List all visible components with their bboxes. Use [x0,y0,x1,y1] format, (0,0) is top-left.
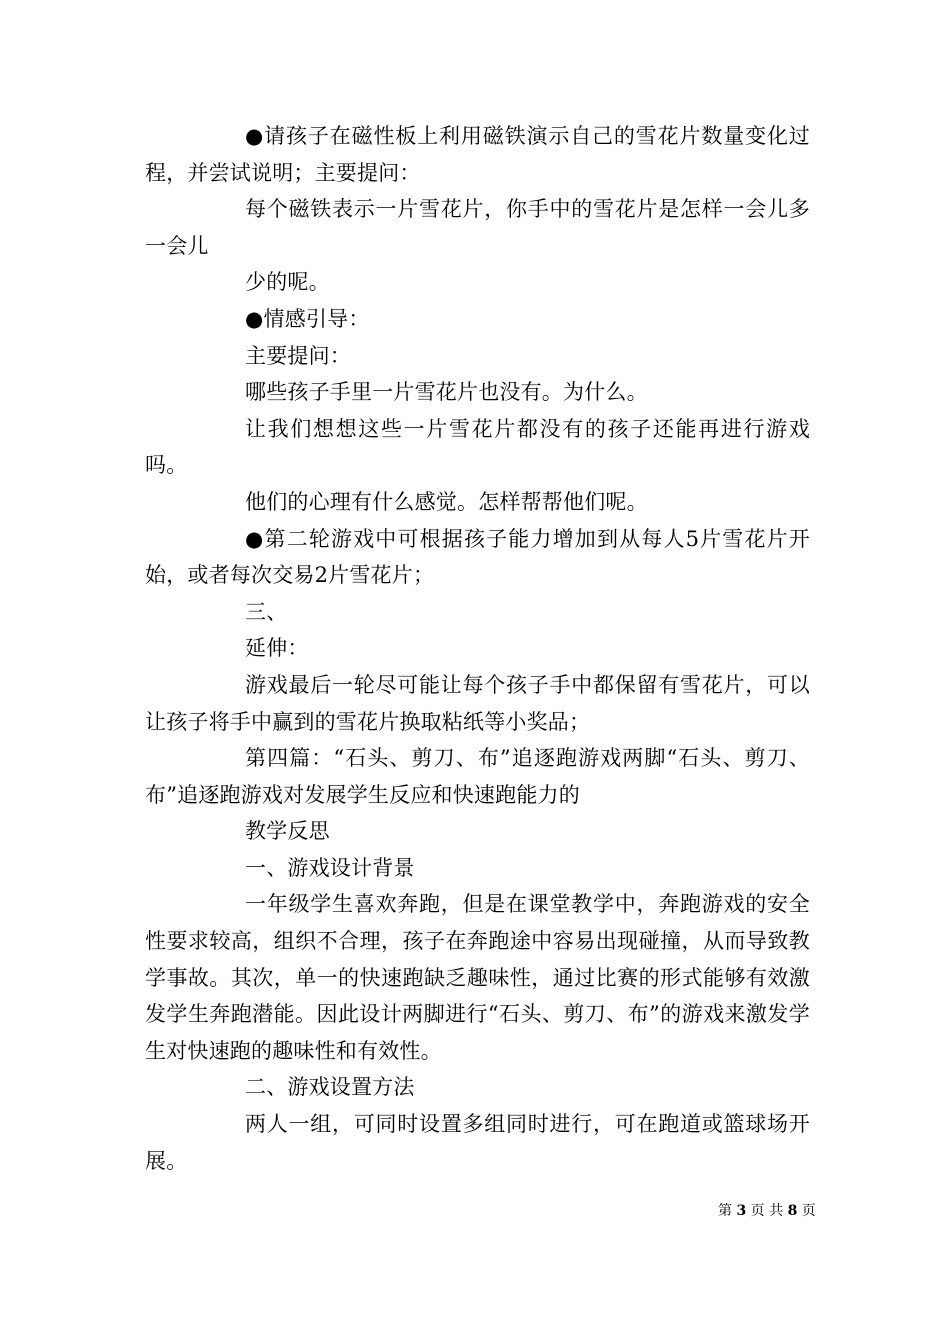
footer-prefix: 第 [718,1203,732,1219]
paragraph: 一年级学生喜欢奔跑，但是在课堂教学中，奔跑游戏的安全性要求较高，组织不合理，孩子在奔跑途中容易出现碰撞，从而导致教学事故。其次，单一的快速跑缺乏趣味性，通过比赛的形式能够有效激发学生奔跑潜能。因此设计两脚进行“石头、剪刀、布”的游戏来激发学生对快速跑的趣味性和有效性。 [145,892,810,1063]
total-pages-number: 8 [787,1203,798,1219]
paragraph: 第四篇：“石头、剪刀、布”追逐跑游戏两脚“石头、剪刀、布”追逐跑游戏对发展学生反应和快速跑能力的 [145,746,810,807]
paragraph: ●情感引导： [245,306,370,331]
paragraph: 两人一组，可同时设置多组同时进行，可在跑道或篮球场开展。 [145,1112,810,1173]
section-heading: 一、游戏设计背景 [245,855,415,880]
paragraph: 游戏最后一轮尽可能让每个孩子手中都保留有雪花片，可以让孩子将手中赢到的雪花片换取粘纸等小奖品； [145,672,810,734]
paragraph: 主要提问： [245,343,351,368]
paragraph: 教学反思 [245,819,330,844]
paragraph: 他们的心理有什么感觉。怎样帮帮他们呢。 [245,489,648,514]
section-heading: 二、游戏设置方法 [245,1075,415,1100]
document-body [145,118,810,1179]
paragraph: 哪些孩子手里一片雪花片也没有。为什么。 [245,380,648,405]
page-footer [718,1200,816,1220]
section-heading: 三、 [245,599,288,624]
footer-suffix: 页 [801,1203,816,1219]
paragraph: 让我们想想这些一片雪花片都没有的孩子还能再进行游戏吗。 [145,416,810,478]
paragraph: 每个磁铁表示一片雪花片，你手中的雪花片是怎样一会儿多一会儿 [145,197,810,258]
paragraph: ●请孩子在磁性板上利用磁铁演示自己的雪花片数量变化过程，并尝试说明；主要提问： [145,124,810,185]
paragraph: 延伸： [245,636,309,661]
paragraph: ●第二轮游戏中可根据孩子能力增加到从每人5片雪花片开始，或者每次交易2片雪花片； [145,526,810,588]
paragraph: 少的呢。 [245,270,330,295]
current-page-number: 3 [736,1203,747,1219]
footer-middle: 页 共 [750,1203,784,1219]
